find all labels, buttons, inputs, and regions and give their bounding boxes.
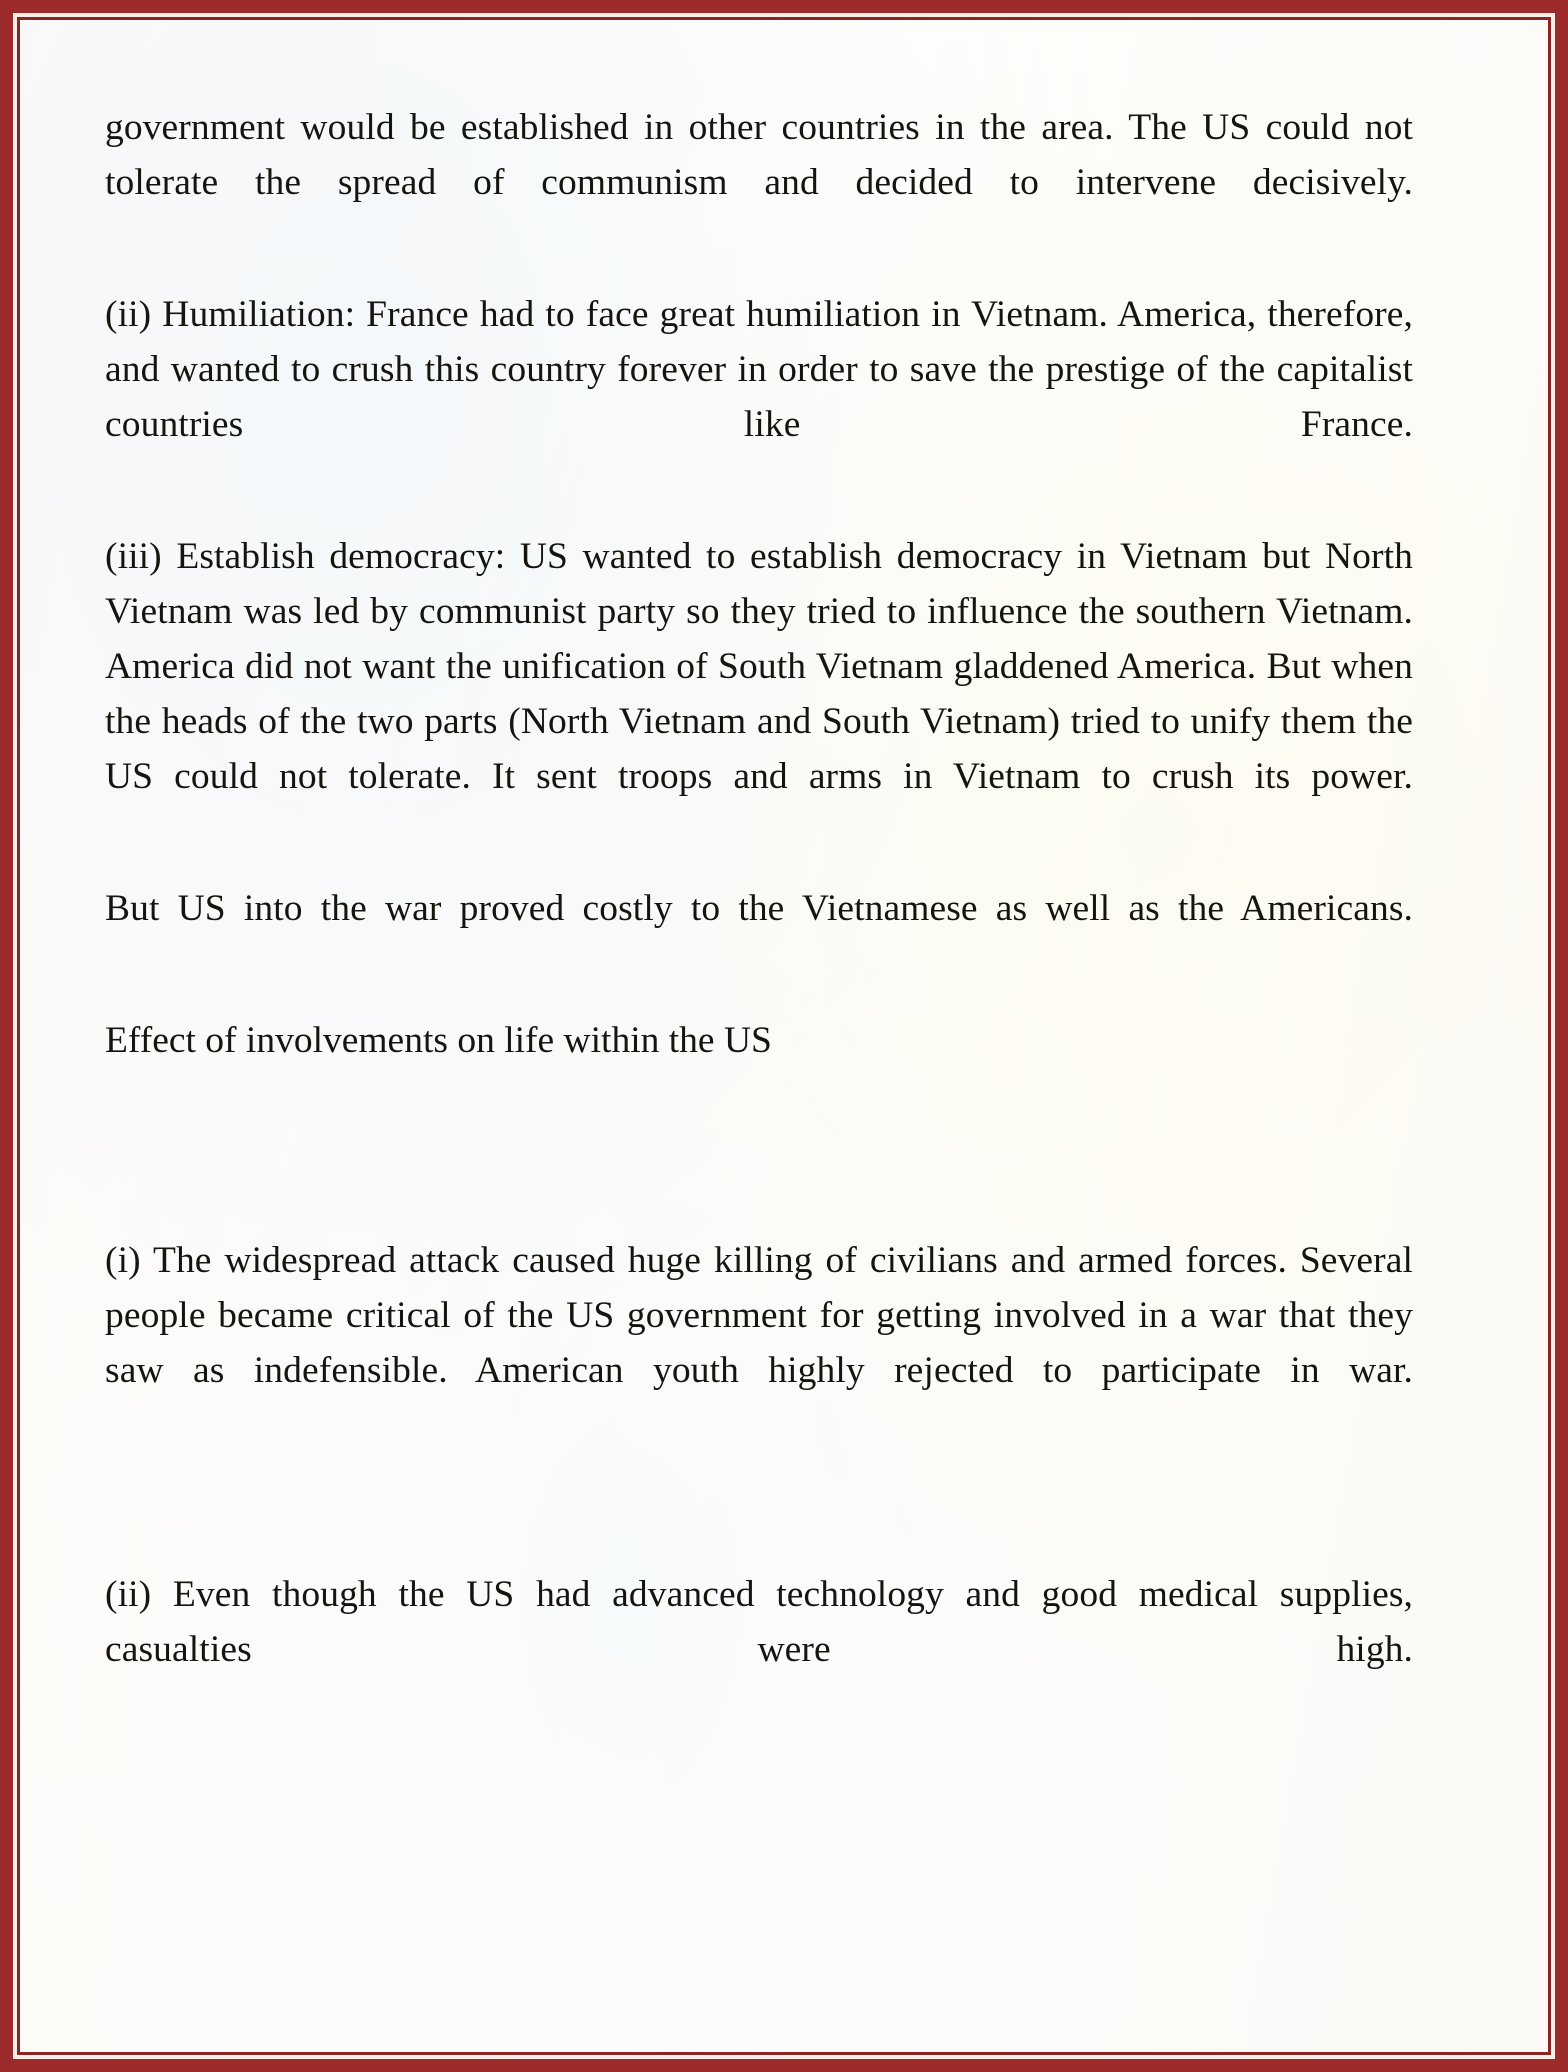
paragraph-widespread-attack: (i) The widespread attack caused huge killing of civilians and armed forces. Several people became critical of the US government for getting involved in a war that they saw as indefensible. American youth highly rejected to participate in war. (105, 1240, 1413, 1391)
blank-gap-upper (105, 1068, 1413, 1233)
paragraph-casualties: (ii) Even though the US had advanced technology and good medical supplies, casualties were high. (105, 1574, 1413, 1670)
frame-hairline-dark (17, 17, 1551, 2055)
paragraph-continued: government would be established in other countries in the area. The US could not tolerate the spread of communism and decided to intervene decisively. (105, 107, 1413, 203)
paragraph-war-costly: But US into the war proved costly to the Vietnamese as well as the Americans. (105, 888, 1413, 929)
paragraph-establish-democracy: (iii) Establish democracy: US wanted to establish democracy in Vietnam but North Vietnam was led by communist party so they tried to influence the southern Vietnam. America did not want the unification of South Vietnam gladdened America. But when the heads of the two parts (North Vietnam and South Vietnam) tried to unify them the US could not tolerate. It sent troops and arms in Vietnam to crush its power. (105, 536, 1413, 797)
frame-hairline-light (13, 13, 1555, 2059)
paragraph-humiliation: (ii) Humiliation: France had to face great humiliation in Vietnam. America, therefore, and wanted to crush this country forever in order to save the prestige of the capitalist countries like France. (105, 294, 1413, 445)
blank-gap-lower (105, 1475, 1413, 1567)
text-column (105, 100, 1413, 1732)
heading-effect-of-involvements: Effect of involvements on life within the US (105, 1020, 772, 1061)
document-page (20, 20, 1548, 2052)
